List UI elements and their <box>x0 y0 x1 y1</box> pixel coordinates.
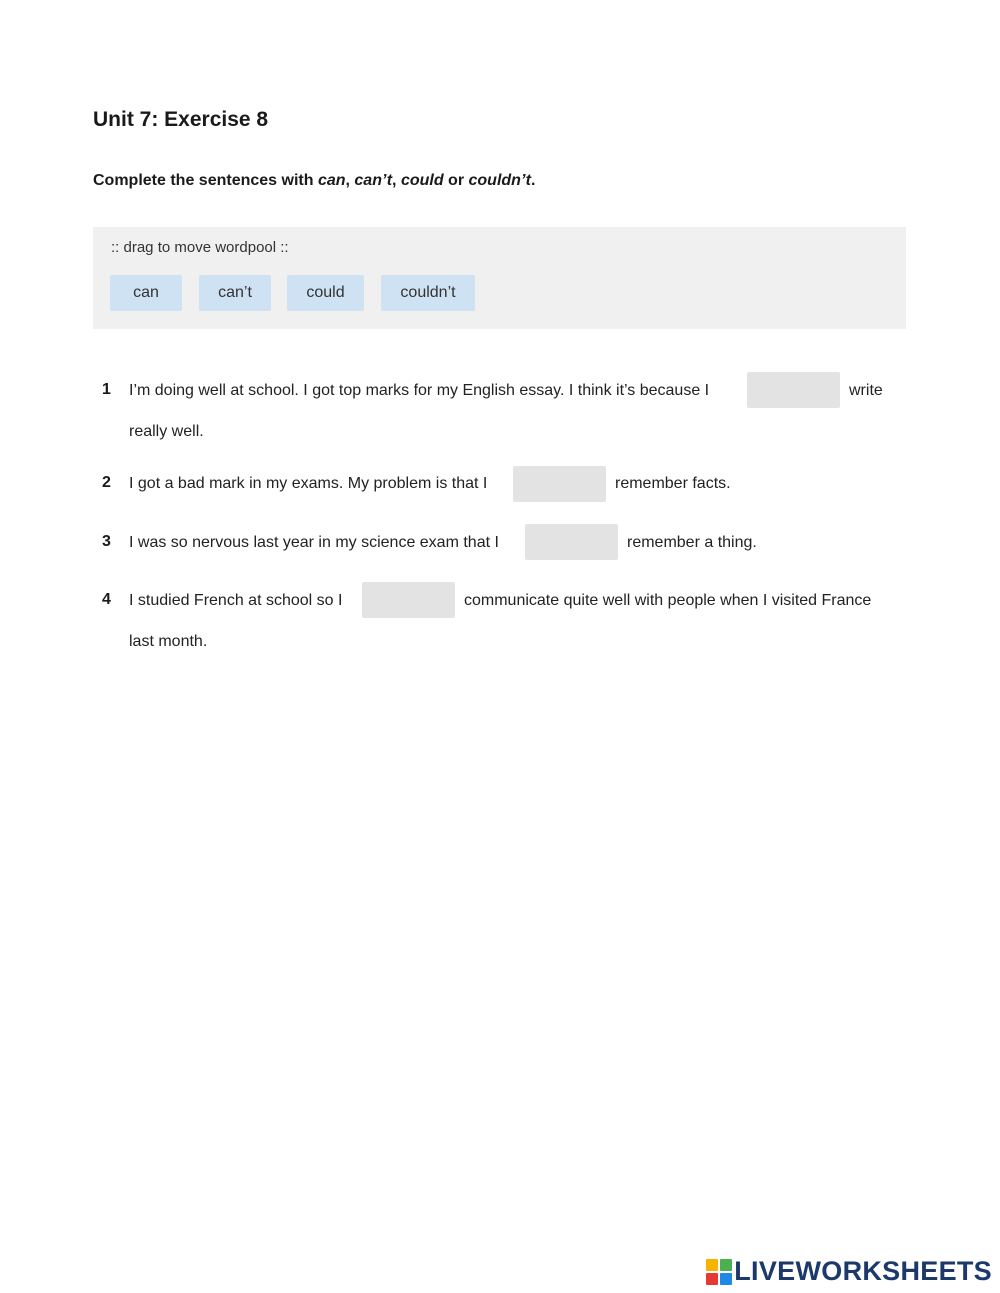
question-text-before: I was so nervous last year in my science exam that I <box>129 534 499 551</box>
question-text-before: I studied French at school so I <box>129 592 343 609</box>
question-number: 1 <box>102 381 111 398</box>
question-number: 4 <box>102 591 111 608</box>
instruction-separator: , <box>345 172 355 189</box>
question-text-after: remember facts. <box>615 475 731 492</box>
wordpool[interactable] <box>93 227 906 329</box>
liveworksheets-brand <box>706 1256 992 1287</box>
word-chip-cant[interactable]: can’t <box>199 275 271 311</box>
instruction-suffix: . <box>531 172 536 189</box>
instruction-word-can: can <box>317 172 346 189</box>
instruction-prefix: Complete the sentences with <box>93 172 318 189</box>
answer-blank-1[interactable] <box>747 372 840 408</box>
liveworksheets-logo-icon <box>706 1259 732 1285</box>
instruction-word-cant: can’t <box>354 172 393 189</box>
instruction-word-could: could <box>400 172 444 189</box>
brand-name: LIVEWORKSHEETS <box>734 1256 992 1286</box>
instruction <box>93 172 535 190</box>
question-text-after: communicate quite well with people when I visited France <box>464 592 872 609</box>
instruction-separator: or <box>443 172 469 189</box>
instruction-separator: , <box>392 172 401 189</box>
question-text-before: I’m doing well at school. I got top marks for my English essay. I think it’s because I <box>129 382 710 399</box>
wordpool-drag-handle[interactable]: :: drag to move wordpool :: <box>111 239 289 256</box>
question-number: 2 <box>102 474 111 491</box>
question-text-continuation: last month. <box>129 633 208 650</box>
question-text-after: write <box>849 382 883 399</box>
word-chip-can[interactable]: can <box>110 275 182 311</box>
answer-blank-2[interactable] <box>513 466 606 502</box>
question-text-before: I got a bad mark in my exams. My problem is that I <box>129 475 488 492</box>
question-text-after: remember a thing. <box>627 534 757 551</box>
answer-blank-3[interactable] <box>525 524 618 560</box>
instruction-word-couldnt: couldn’t <box>468 172 531 189</box>
answer-blank-4[interactable] <box>362 582 455 618</box>
page-title: Unit 7: Exercise 8 <box>93 108 269 131</box>
question-number: 3 <box>102 533 111 550</box>
question-text-continuation: really well. <box>129 423 204 440</box>
word-chip-couldnt[interactable]: couldn’t <box>381 275 475 311</box>
word-chip-could[interactable]: could <box>287 275 364 311</box>
